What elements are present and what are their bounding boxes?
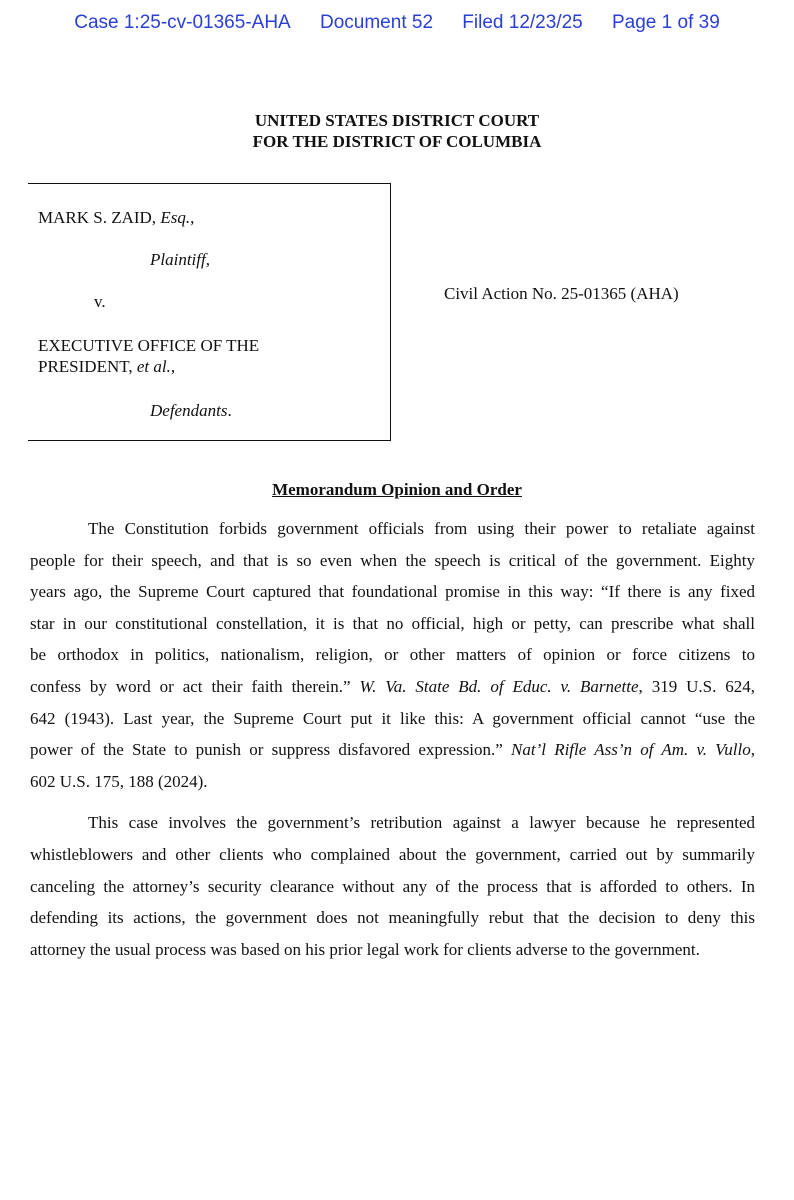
case-number: Case 1:25-cv-01365-AHA xyxy=(74,12,291,33)
court-line-1: UNITED STATES DISTRICT COURT xyxy=(254,111,540,130)
ecf-filing-header xyxy=(0,12,794,34)
plaintiff-name: MARK S. ZAID, Esq., xyxy=(38,208,195,227)
paragraph-2 xyxy=(30,807,755,965)
case-citation: Nat’l Rifle Ass’n of Am. v. Vullo xyxy=(511,740,751,760)
text-line: attorney the usual process was based on his prior legal work for clients adverse to the government. xyxy=(30,939,700,959)
paragraph-1 xyxy=(30,513,755,797)
case-citation: W. Va. State Bd. of Educ. v. Barnette xyxy=(359,676,639,696)
text-line: The Constitution forbids government officials from using their power to retaliate against xyxy=(88,519,755,538)
defendant-name-line-2: PRESIDENT, et al., xyxy=(38,357,176,376)
document-number: Document 52 xyxy=(320,12,434,33)
text-line: 602 U.S. 175, 188 (2024). xyxy=(30,771,208,791)
text-line: This case involves the government’s retribution against a lawyer because he represented xyxy=(88,813,755,833)
page-count: Page 1 of 39 xyxy=(612,12,720,33)
plaintiff-role: Plaintiff, xyxy=(150,250,210,269)
civil-action-number: Civil Action No. 25-01365 (AHA) xyxy=(444,284,679,303)
court-name xyxy=(0,110,794,152)
defendant-name-line-1: EXECUTIVE OFFICE OF THE xyxy=(38,336,260,355)
text-line: power of the State to punish or suppress disfavored expression.” Nat’l Rifle Ass’n of Am. v. Vullo, xyxy=(30,740,756,760)
text-line: years ago, the Supreme Court captured that foundational promise in this way: “If there is any fixed xyxy=(30,582,755,602)
court-line-2: FOR THE DISTRICT OF COLUMBIA xyxy=(252,132,542,151)
document-title: Memorandum Opinion and Order xyxy=(272,480,522,499)
text-line: 642 (1943). Last year, the Supreme Court put it like this: A government official cannot “use the xyxy=(30,708,755,728)
text-line: whistleblowers and other clients who complained about the government, carried out by summarily xyxy=(30,844,755,864)
versus: v. xyxy=(94,292,106,311)
text-line: defending its actions, the government does not meaningfully rebut that the decision to deny this xyxy=(30,908,755,928)
text-line: people for their speech, and that is so even when the speech is critical of the government. Eighty xyxy=(30,550,755,570)
opinion-body xyxy=(30,513,755,965)
text-line: confess by word or act their faith therein.” W. Va. State Bd. of Educ. v. Barnette, 319 U.S. 624, xyxy=(30,676,755,696)
defendant-role: Defendants. xyxy=(150,401,232,420)
text-line: be orthodox in politics, nationalism, religion, or other matters of opinion or force citizens to xyxy=(30,645,755,665)
text-line: canceling the attorney’s security clearance without any of the process that is afforded to others. In xyxy=(30,876,755,896)
filed-date: Filed 12/23/25 xyxy=(462,12,583,33)
text-line: star in our constitutional constellation, it is that no official, high or petty, can prescribe what shall xyxy=(30,613,755,633)
